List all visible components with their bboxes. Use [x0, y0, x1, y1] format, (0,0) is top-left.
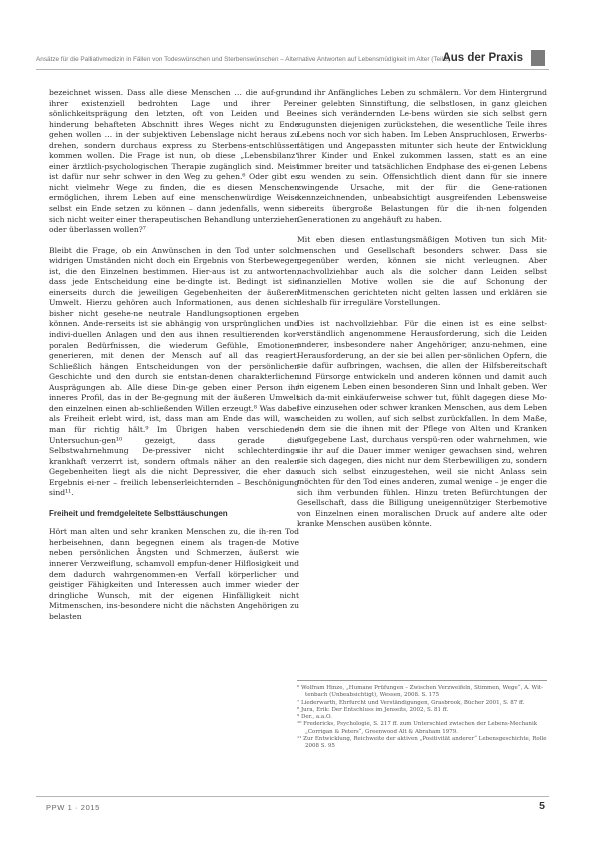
- footnotes: [297, 680, 547, 751]
- journal-issue: PPW 1 · 2015: [46, 803, 100, 812]
- footnote: ¹¹ Zur Entwicklung, Reichweite der aktiven „Positivität anderer“ Lebensgeschichte, Rolle 2008 S. 95: [297, 736, 547, 750]
- body-paragraph: bezeichnet wissen. Dass alle diese Menschen … die auf-grund ihrer existenziell bedrohten Lage und ihrer Per-sönlichkeitsprägung den letzten, oft von Leiden und Be-hinderung behafteten Abschnitt ihres Weges nicht zu Ende gehen wollen … in der subjektiven Lebenslage nicht heraus zu drehen, sondern durchaus express zu Sterbens-entschlüssen kommen wollen. Die Frage ist nun, ob diese „Lebensbilanz“ einer ärztlich-psychologischen Therapie zugänglich sind. Meist ist dafür nur sehr schwer in den Weg zu gehen.⁶ Oder gibt es nicht vielmehr Wege zu finden, die es diesen Menschen ermöglichen, ihrem Leben auf eine menschenwürdige Weise selbst ein Ende setzen zu können – dann jedenfalls, wenn sie sich nicht weiter einer therapeutischen Behandlung unterziehen oder überlassen wollen?⁷: [49, 88, 299, 235]
- running-head: Ansätze für die Palliativmedizin in Fällen von Todeswünschen und Sterbenswünschen – Alternative Antworten auf Lebensmüdigkeit im Alter (Teil 2): [36, 56, 451, 63]
- header-divider: [36, 69, 549, 70]
- body-paragraph: Dies ist nachvollziehbar. Für die einen ist es eine selbst-verständlich angenommene Herausforderung, sich die Leiden anderer, insbesondere naher Angehöriger, anzu-nehmen, eine Herausforderung, an der sie bei allen per-sönlichen Opfern, die sie dafür aufbringen, wachsen, die allen der Hilfsbereitschaft und Fürsorge entwickeln und anderen können und damit auch in eigenem Leben einen besonderen Sinn und Inhalt geben. Wer sich da-mit einkäuferweise schwer tut, fühlt dagegen diese Mo-tive einzusehen oder schwer kranken Menschen, aus dem Leben scheiden zu wollen, auf sich selbst zurückfallen. In dem Maße, in dem sie die ihnen mit der Pflege von Alten und Kranken aufgegebene Last, durchaus verspü-ren oder wahrnehmen, wie sie ihr auf die Dauer immer weniger gewachsen sind, wehren sie sich dagegen, dies nicht nur dem Sterbewilligen zu, sondern auch sich selbst einzugestehen, weil sie nicht Anlass sein möchten für den Tod eines anderen, zumal wenige – je enger die sich ihm verbunden fühlen. Hinzu treten Befürchtungen der Gesellschaft, dass die Billigung uneigennütziger Sterbemotive von Einzelnen einen moralischen Druck auf andere alte oder kranke Menschen ausüben könnte.: [297, 318, 547, 529]
- body-paragraph: Hört man alten und sehr kranken Menschen zu, die ih-ren Tod herbeisehnen, dann begegnen einem als tragen-de Motive neben persönlichen Ängsten und Schmerzen, äußerst wie innerer Verzweiflung, schamvoll empfun-dener Hilflosigkeit und dem dadurch wahrgenommen-en Verfall körperlicher und geistiger Fähigkeiten und Interessen auch immer wieder der dringliche Wunsch, mit der eigenen Hinfälligkeit nicht Mitmenschen, ins-besondere nicht die nächsten Angehörigen zu belasten: [49, 527, 299, 621]
- page-number: 5: [539, 800, 545, 812]
- footnote: ⁷ Liederwarth, Ehrfurcht und Verständigungen, Grasbrook, Bücher 2001, S. 87 ff.: [297, 699, 525, 706]
- body-paragraph: Mit eben diesen entlastungsmäßigen Motiven tun sich Mit-menschen und Gesellschaft besonders schwer. Dass sie gegenüber werden, können sie nicht verleugnen. Aber nachvollziehbar auch als die solcher dann Leiden selbst finanziellen Motive wollen sie die auf Schonung der Mitmenschen gerichteten nicht gelten lassen und erklären sie deshalb für irreguläre Vorstellungen.: [297, 235, 547, 308]
- right-text-column: [297, 88, 547, 540]
- page-footer: [36, 796, 549, 816]
- section-marker-box: [531, 50, 545, 66]
- footnote: ⁶ Wolfram Hinze, „Humane Prüfungen – Zwischen Verzweifeln, Stimmen, Wege“, A. Wit-tenbach (Unbeabsichtigt), Wessen, 2008. S. 175: [297, 685, 543, 699]
- body-paragraph: Bleibt die Frage, ob ein Anwünschen in den Tod unter solch widrigen Umständen nicht doch ein Ergebnis von Sterbewegen ist, die den Einzelnen bestimmen. Hier-aus ist zu antworten, dass jede Entscheidung eine be-dingte ist. Bedingt ist sie einerseits durch die jeweiligen Gegebenheiten der äußeren Umwelt. Hierzu gehören auch Informationen, aus denen sich bisher nicht gesehe-ne neutrale Handlungsoptionen ergeben können. Ande-rerseits ist sie abhängig von ursprünglichen und indivi-duellen Anlagen und den aus ihnen resultierenden kor-poralen Bedürfnissen, die wiederum Gefühle, Emotionen generieren, mit denen der Mensch auf all das reagiert. Schließlich hängen Entscheidungen von der persönlichen Geschichte und den durch sie entstan-denen charakterlichen Ausprägungen ab. Alle diese Din-ge geben einer Person ihr inneres Profil, das in der Be-gegnung mit der äußeren Umwelt den einzelnen einen ab-schließenden Willen erzeugt.⁸ Was dabei als Freiheit erlebt wird, ist, dass man am Ende das will, was man für richtig hält.⁹ Im Übrigen haben verschiedene Untersuchun-gen¹⁰ gezeigt, dass gerade die Selbstwahrnehmung De-pressiver nicht schlechterdings krankhaft verzerrt ist, sondern oftmals näher an den realen Gegebenheiten liegt als die nicht Depressiver, die eher das Ergebnis ei-ner – freilich lebenserleichternden – Beschönigung sind¹¹.: [49, 245, 299, 498]
- footnote: ⁸ Jura, Erik: Der Entschluss im Jenseits, 2002, S. 81 ff.: [297, 706, 449, 713]
- left-text-column: [49, 88, 299, 632]
- body-paragraph: und ihr Anfängliches Leben zu schmälern. Vor dem Hintergrund einer gelebten Sinnstiftung, die selbstlosen, in ganz gleichen eines sich verändernden Le-bens würden sie sich selbst gern zugunsten diejenigen zurückstehen, die wesentliche Teile ihres Lebens noch vor sich haben. Im Leben Anspruchlosen, Erwerbs-tätigen und Angepassten mitunter sich heute der Entwicklung ihrer Kinder und Enkel zukommen lassen, statt es an eine immer breiter und tatsächlichen Endphase des ei-genen Lebens zu wenden zu sein. Offensichtlich dient dann für sie innere zwingende Ursache, mit der für die Gene-rationen kennzeichnenden, unbeabsichtigt ausgreifenden Lebensweise bereits übergroße Belastungen für die ih-nen folgenden Generationen zu angehäuft zu haben.: [297, 88, 547, 224]
- section-label: Aus der Praxis: [442, 52, 523, 64]
- footnote: ¹⁰ Fredericks, Psychologie, S. 217 ff. zum Unterschied zwischen der Lebens-Mechanik „Corrigan & Peters“, Greenwood Alt & Abraham 1979.: [297, 721, 538, 735]
- page-header: [36, 50, 549, 72]
- section-heading: Freiheit und fremdgeleitete Selbsttäuschungen: [49, 508, 228, 518]
- footnote: ⁹ Der., a.a.O.: [297, 714, 332, 721]
